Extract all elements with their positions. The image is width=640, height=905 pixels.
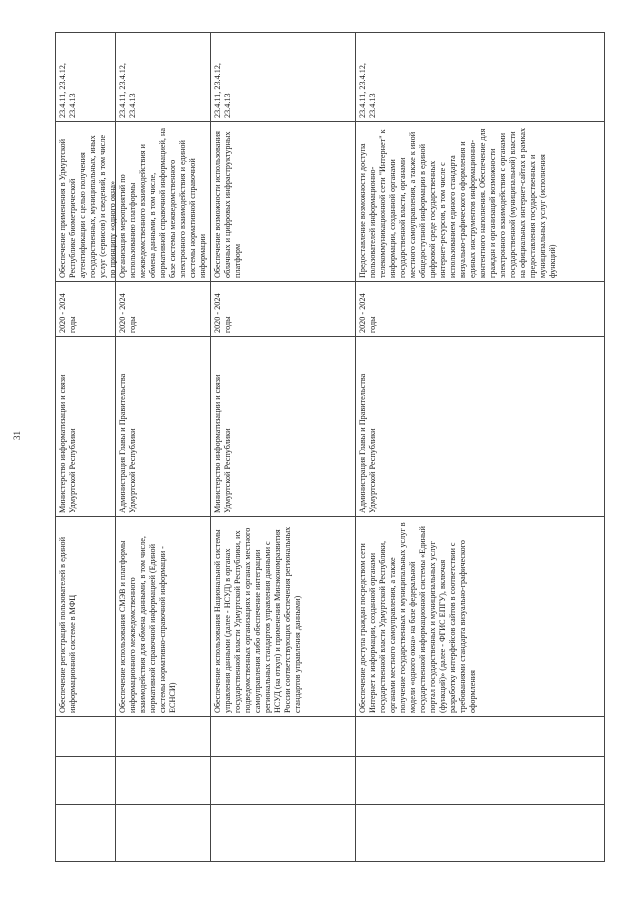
- col-divider: [55, 756, 605, 757]
- period-cell: 2020 - 2024 годы: [358, 293, 377, 333]
- codes-cell: 23.4.11, 23.4.12, 23.4.13: [213, 63, 232, 118]
- result-cell: Обеспечение применения в Удмуртской Республике биометрической аутентификации с целью получения государственных, муниципальных, иных услуг (сервисов) и сведений, в том числе по принципу «одного окна»: [58, 135, 117, 278]
- codes-cell: 23.4.11, 23.4.12, 23.4.13: [118, 63, 137, 118]
- executor-cell: Администрация Главы и Правительства Удмуртской Республики: [118, 373, 137, 513]
- period-cell: 2020 - 2024 годы: [58, 293, 77, 333]
- task-cell: Обеспечение доступа граждан посредством сети Интернет к информации, созданной органами государственной власти Удмуртской Республики, органами местного самоуправления, а также получение государственных и муниципальных услуг в модели «одного окна» на базе федеральной государственной информационной системы «Единый портал государственных и муниципальных услуг (функций)» (далее - ФГИС ЕПГУ), включая разработку интерфейсов сайтов в соответствии с требованиями стандарта визуально-графического оформления: [358, 522, 477, 713]
- period-cell: 2020 - 2024 годы: [213, 293, 232, 333]
- col-divider: [55, 804, 605, 805]
- task-cell: Обеспечение использования Национальной системы управления данными (далее - НСУД) в органах государственной власти Удмуртской Республики, их подведомственных организациях и органах местного самоуправления либо обеспечение интеграции региональных стандартов управления данными с НСУД (на откуп) и применения Минэкономразвития России соответствующих обеспечения региональных стандартов управления данными): [213, 526, 302, 713]
- result-cell: Обеспечение возможности использования облачных и цифровых инфраструктурных платформ: [213, 131, 242, 278]
- result-cell: Организация мероприятий по использованию платформы межведомственного взаимодействия и обмена данными, в том числе, нормативной справочной информацией, на базе системы межведомственного электронного взаимодействия и единой системы нормативной справочной информации: [118, 128, 207, 278]
- page-number: 31: [12, 431, 22, 440]
- rotated-table: [55, 32, 605, 862]
- executor-cell: Администрация Главы и Правительства Удмуртской Республики: [358, 373, 377, 513]
- task-cell: Обеспечение использования СМЭВ и платформы информационного межведомственного взаимодействия для обмена данными, в том числе, нормативной справочной информацией (Единой системы нормативно-справочной информации - ЕСНСИ): [118, 536, 177, 713]
- executor-cell: Министерство информатизации и связи Удмуртской Республики: [58, 374, 77, 513]
- period-cell: 2020 - 2024 годы: [118, 293, 137, 333]
- row-divider: [604, 32, 605, 862]
- codes-cell: 23.4.11, 23.4.12, 23.4.13: [58, 63, 77, 118]
- result-cell: Предоставление возможности доступа пользователей информационно-телекоммуникационной сети "Интернет" к информации, созданной органами государственной власти, органами местного самоуправления, а также к иной общедоступной информации в единой цифровой среде государственных интернет-ресурсов, в том числе с использованием единого стандарта визуально-графического оформления и единых инструментов информационно-контентного наполнения. Обеспечение для граждан и организаций возможности электронного взаимодействия с органами государственной (муниципальной) власти на официальных интернет-сайтах в рамках предоставления государственных и муниципальных услуг (исполнения функций): [358, 127, 557, 278]
- executor-cell: Министерство информатизации и связи Удмуртской Республики: [213, 374, 232, 513]
- task-cell: Обеспечение регистраций пользователей в единой информационной системе в МФЦ: [58, 537, 77, 713]
- col-divider: [55, 861, 605, 862]
- codes-cell: 23.4.11, 23.4.12, 23.4.13: [358, 63, 377, 118]
